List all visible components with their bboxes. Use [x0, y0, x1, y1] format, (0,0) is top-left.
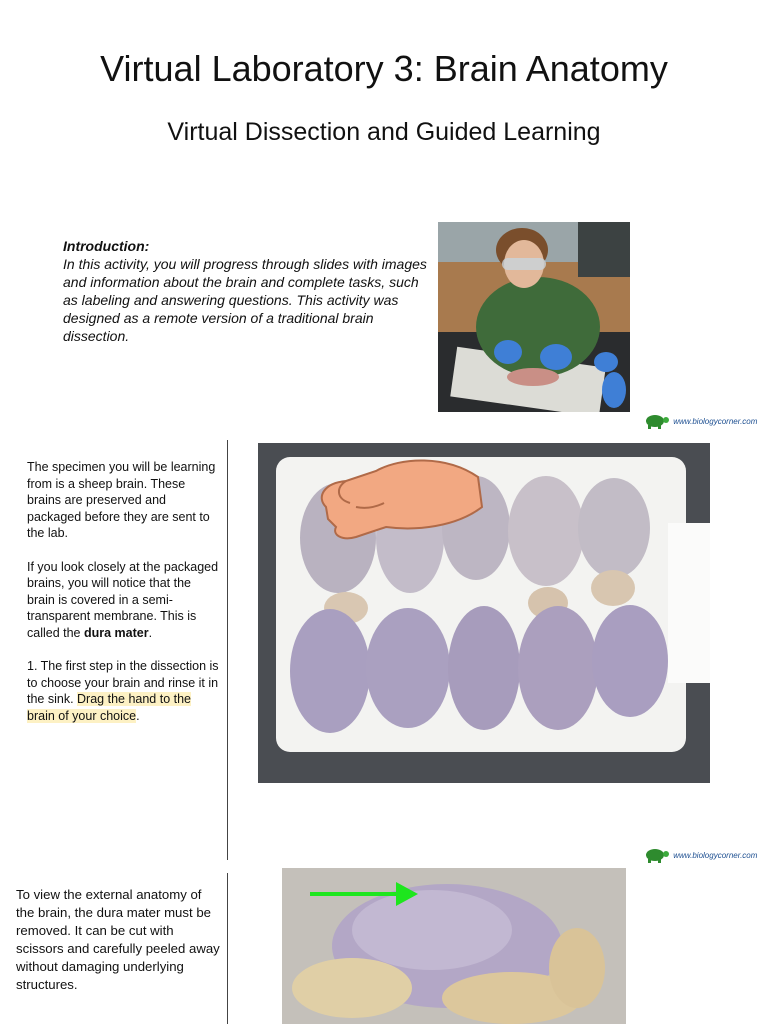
introduction-block — [63, 237, 428, 345]
paragraph-text: . — [136, 708, 140, 723]
brain-with-dura-mater-photo — [282, 868, 626, 1024]
brain-specimen[interactable] — [448, 606, 520, 730]
brain-specimen[interactable] — [578, 478, 650, 578]
introduction-body: In this activity, you will progress through slides with images and information about the brain and complete tasks, such as labeling and answering questions. This activity was designed as a remote version of a traditional brain dissection. — [63, 256, 427, 344]
dura-mater-term: dura mater — [83, 625, 149, 640]
paragraph-text: If you look closely at the packaged brains, you will notice that the brain is covered in a semi-transparent membrane. This is called the — [27, 559, 219, 640]
specimen-paragraph-1: The specimen you will be learning from is a sheep brain. These brains are preserved and packaged before they are sent to the lab. — [27, 460, 216, 541]
brain-specimen[interactable] — [290, 609, 370, 733]
packaged-brains-photo — [258, 443, 710, 783]
paragraph-text: . — [148, 625, 153, 640]
biologycorner-logo-bottom — [643, 846, 757, 866]
column-divider — [227, 440, 228, 860]
specimen-paragraph-3 — [27, 658, 219, 724]
brain-specimen[interactable] — [508, 476, 584, 586]
drag-instruction-highlight: Drag the hand to the brain of your choice — [27, 692, 192, 723]
page-title: Virtual Laboratory 3: Brain Anatomy — [100, 48, 668, 89]
turtle-icon — [643, 846, 671, 866]
column-divider — [227, 873, 228, 1024]
brain-specimen[interactable] — [592, 605, 668, 717]
dura-mater-removal-text: To view the external anatomy of the brain, the dura mater must be removed. It can be cut with scissors and carefully peeled away without damaging underlying structures. — [16, 887, 220, 992]
brain-specimen[interactable] — [366, 608, 450, 728]
turtle-icon — [643, 412, 671, 432]
specimen-instructions — [27, 459, 219, 741]
student-dissection-photo — [438, 222, 630, 412]
logo-text: www.biologycorner.com — [673, 417, 758, 427]
logo-text: www.biologycorner.com — [673, 851, 758, 861]
paragraph-text: 1. The first step in the dissection is to choose your brain and rinse it in the sink. — [27, 659, 219, 707]
specimen-paragraph-2 — [27, 559, 219, 642]
draggable-hand-icon[interactable] — [306, 447, 486, 547]
introduction-heading: Introduction: — [63, 238, 150, 254]
page-subtitle: Virtual Dissection and Guided Learning — [167, 118, 601, 146]
brain-specimen[interactable] — [518, 606, 598, 730]
biologycorner-logo-top — [643, 412, 757, 432]
